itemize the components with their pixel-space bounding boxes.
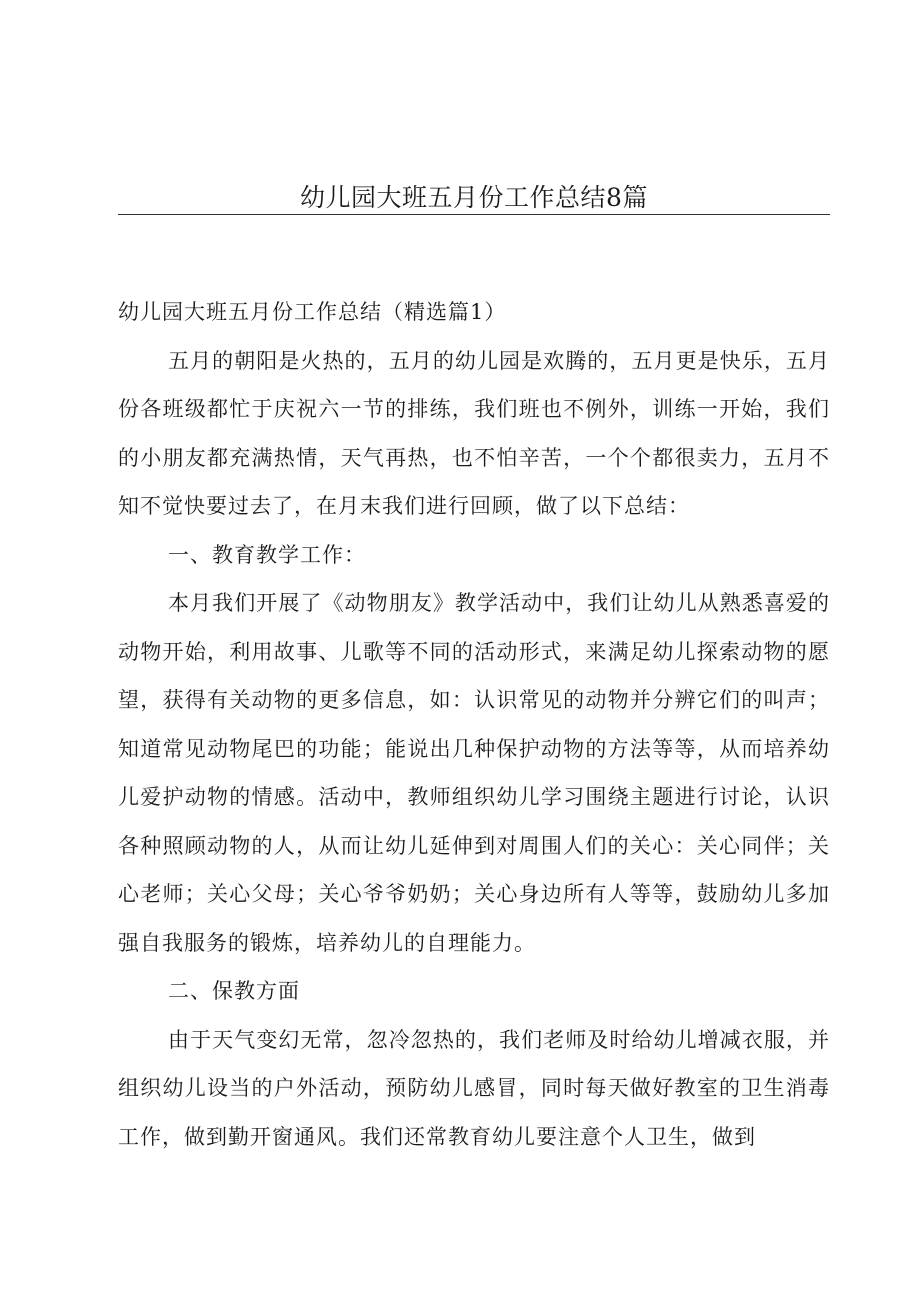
paragraph-intro: 五月的朝阳是火热的，五月的幼儿园是欢腾的，五月更是快乐，五月份各班级都忙于庆祝六一节的排练，我们班也不例外，训练一开始，我们的小朋友都充满热情，天气再热，也不怕辛苦，一个个都很卖力，五月不知不觉快要过去了，在月末我们进行回顾，做了以下总结： (118, 348, 830, 518)
section-heading: 幼儿园大班五月份工作总结（精选篇1） (118, 300, 507, 324)
heading-care-education: 二、保教方面 (168, 979, 300, 1003)
heading-teaching-work: 一、教育教学工作： (168, 542, 366, 567)
title-underline (118, 214, 830, 215)
paragraph-care-education: 由于天气变幻无常，忽冷忽热的，我们老师及时给幼儿增减衣服，并组织幼儿设当的户外活动，预防幼儿感冒，同时每天做好教室的卫生消毒工作，做到勤开窗通风。我们还常教育幼儿要注意个人卫生，做到 (118, 1027, 830, 1149)
document-body (118, 288, 830, 1161)
paragraph-teaching-work: 本月我们开展了《动物朋友》教学活动中，我们让幼儿从熟悉喜爱的动物开始，利用故事、儿歌等不同的活动形式，来满足幼儿探索动物的愿望，获得有关动物的更多信息，如：认识常见的动物并分辨它们的叫声；知道常见动物尾巴的功能；能说出几种保护动物的方法等等，从而培养幼儿爱护动物的情感。活动中，教师组织幼儿学习围绕主题进行讨论，认识各种照顾动物的人，从而让幼儿延伸到对周围人们的关心：关心同伴；关心老师；关心父母；关心爷爷奶奶；关心身边所有人等等，鼓励幼儿多加强自我服务的锻炼，培养幼儿的自理能力。 (118, 591, 830, 955)
document-title: 幼儿园大班五月份工作总结8篇 (300, 183, 648, 212)
